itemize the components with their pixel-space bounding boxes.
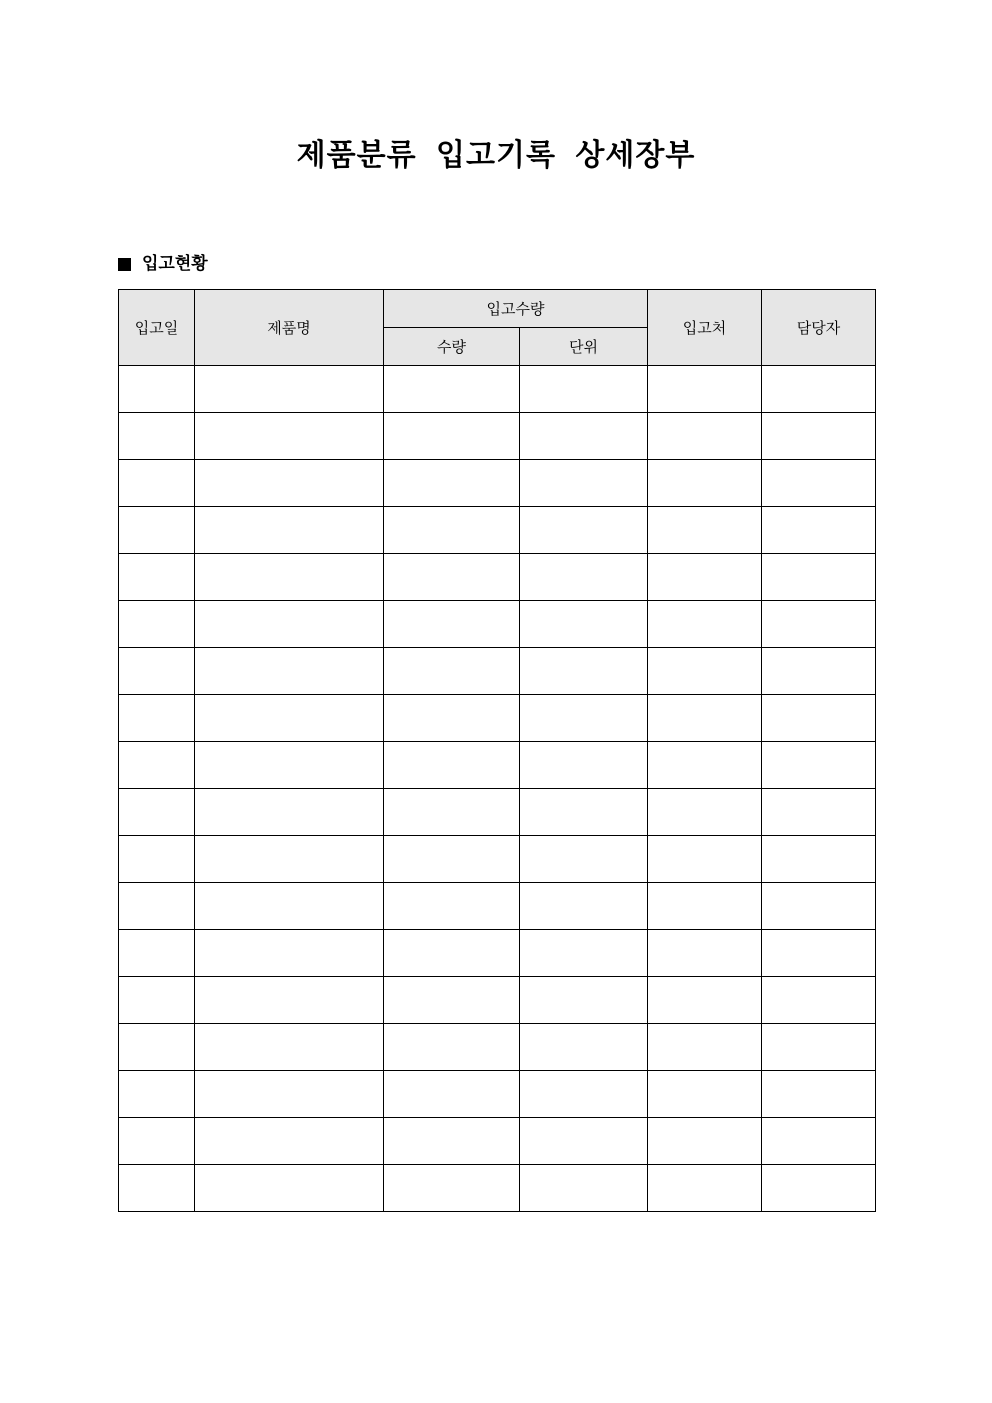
table-row [119,1024,876,1071]
cell-date[interactable] [119,742,195,789]
cell-manager[interactable] [762,1071,876,1118]
header-quantity-group: 입고수량 [384,290,648,328]
document-title: 제품분류 입고기록 상세장부 [296,138,696,173]
cell-date[interactable] [119,460,195,507]
cell-date[interactable] [119,1118,195,1165]
cell-quantity[interactable] [384,1165,520,1212]
table-row [119,836,876,883]
cell-product-name[interactable] [195,413,384,460]
cell-quantity[interactable] [384,695,520,742]
cell-quantity[interactable] [384,601,520,648]
cell-unit[interactable] [520,413,648,460]
cell-product-name[interactable] [195,1118,384,1165]
cell-product-name[interactable] [195,554,384,601]
cell-supplier[interactable] [648,1165,762,1212]
cell-unit[interactable] [520,1165,648,1212]
table-row [119,554,876,601]
cell-unit[interactable] [520,460,648,507]
cell-product-name[interactable] [195,836,384,883]
cell-product-name[interactable] [195,695,384,742]
cell-supplier[interactable] [648,883,762,930]
cell-unit[interactable] [520,836,648,883]
cell-manager[interactable] [762,836,876,883]
cell-product-name[interactable] [195,930,384,977]
cell-product-name[interactable] [195,1071,384,1118]
table-row [119,883,876,930]
cell-product-name[interactable] [195,883,384,930]
cell-quantity[interactable] [384,977,520,1024]
table-row [119,742,876,789]
header-supplier: 입고처 [648,290,762,366]
cell-manager[interactable] [762,413,876,460]
cell-product-name[interactable] [195,1165,384,1212]
cell-supplier[interactable] [648,977,762,1024]
table-body [119,366,876,1212]
header-date: 입고일 [119,290,195,366]
cell-quantity[interactable] [384,930,520,977]
cell-unit[interactable] [520,1071,648,1118]
table-row [119,1165,876,1212]
cell-manager[interactable] [762,648,876,695]
table-row [119,977,876,1024]
cell-quantity[interactable] [384,742,520,789]
cell-unit[interactable] [520,789,648,836]
cell-supplier[interactable] [648,413,762,460]
table-row [119,507,876,554]
cell-quantity[interactable] [384,460,520,507]
cell-unit[interactable] [520,883,648,930]
cell-manager[interactable] [762,1165,876,1212]
table-row [119,1118,876,1165]
cell-quantity[interactable] [384,554,520,601]
section-heading-label: 입고현황 [142,254,208,274]
table-row [119,648,876,695]
cell-unit[interactable] [520,742,648,789]
cell-date[interactable] [119,695,195,742]
cell-supplier[interactable] [648,695,762,742]
cell-quantity[interactable] [384,1118,520,1165]
cell-manager[interactable] [762,1118,876,1165]
cell-quantity[interactable] [384,648,520,695]
cell-manager[interactable] [762,601,876,648]
cell-date[interactable] [119,836,195,883]
cell-unit[interactable] [520,1024,648,1071]
cell-supplier[interactable] [648,507,762,554]
header-unit: 단위 [520,328,648,366]
cell-date[interactable] [119,930,195,977]
receiving-ledger-table [118,289,876,1212]
cell-date[interactable] [119,554,195,601]
cell-product-name[interactable] [195,648,384,695]
section-heading [118,252,208,276]
cell-unit[interactable] [520,695,648,742]
cell-manager[interactable] [762,460,876,507]
table-row [119,1071,876,1118]
cell-manager[interactable] [762,930,876,977]
cell-date[interactable] [119,883,195,930]
cell-supplier[interactable] [648,601,762,648]
cell-quantity[interactable] [384,1071,520,1118]
cell-quantity[interactable] [384,789,520,836]
cell-product-name[interactable] [195,507,384,554]
cell-manager[interactable] [762,742,876,789]
cell-manager[interactable] [762,554,876,601]
cell-product-name[interactable] [195,460,384,507]
cell-supplier[interactable] [648,554,762,601]
cell-manager[interactable] [762,883,876,930]
cell-product-name[interactable] [195,977,384,1024]
table-row [119,460,876,507]
table-row [119,366,876,413]
cell-manager[interactable] [762,977,876,1024]
cell-date[interactable] [119,789,195,836]
cell-unit[interactable] [520,648,648,695]
cell-quantity[interactable] [384,507,520,554]
cell-unit[interactable] [520,507,648,554]
cell-supplier[interactable] [648,836,762,883]
cell-manager[interactable] [762,695,876,742]
cell-date[interactable] [119,1165,195,1212]
cell-supplier[interactable] [648,742,762,789]
table-row [119,789,876,836]
cell-date[interactable] [119,1071,195,1118]
cell-quantity[interactable] [384,883,520,930]
cell-unit[interactable] [520,366,648,413]
cell-date[interactable] [119,366,195,413]
cell-manager[interactable] [762,507,876,554]
cell-quantity[interactable] [384,836,520,883]
cell-quantity[interactable] [384,413,520,460]
cell-product-name[interactable] [195,366,384,413]
cell-supplier[interactable] [648,1118,762,1165]
cell-unit[interactable] [520,1118,648,1165]
cell-product-name[interactable] [195,742,384,789]
cell-date[interactable] [119,413,195,460]
cell-product-name[interactable] [195,601,384,648]
cell-date[interactable] [119,507,195,554]
table-row [119,413,876,460]
header-manager: 담당자 [762,290,876,366]
cell-manager[interactable] [762,366,876,413]
header-quantity: 수량 [384,328,520,366]
cell-date[interactable] [119,977,195,1024]
table-row [119,930,876,977]
cell-date[interactable] [119,1024,195,1071]
cell-supplier[interactable] [648,460,762,507]
cell-unit[interactable] [520,554,648,601]
cell-supplier[interactable] [648,1024,762,1071]
table-header [119,290,876,366]
cell-quantity[interactable] [384,1024,520,1071]
cell-supplier[interactable] [648,930,762,977]
table-row [119,601,876,648]
cell-unit[interactable] [520,977,648,1024]
cell-supplier[interactable] [648,1071,762,1118]
cell-manager[interactable] [762,1024,876,1071]
cell-product-name[interactable] [195,789,384,836]
square-bullet-icon [118,258,131,271]
cell-quantity[interactable] [384,366,520,413]
cell-date[interactable] [119,601,195,648]
cell-unit[interactable] [520,930,648,977]
cell-supplier[interactable] [648,789,762,836]
cell-manager[interactable] [762,789,876,836]
header-product-name: 제품명 [195,290,384,366]
cell-supplier[interactable] [648,366,762,413]
table-row [119,695,876,742]
cell-date[interactable] [119,648,195,695]
cell-unit[interactable] [520,601,648,648]
cell-product-name[interactable] [195,1024,384,1071]
cell-supplier[interactable] [648,648,762,695]
